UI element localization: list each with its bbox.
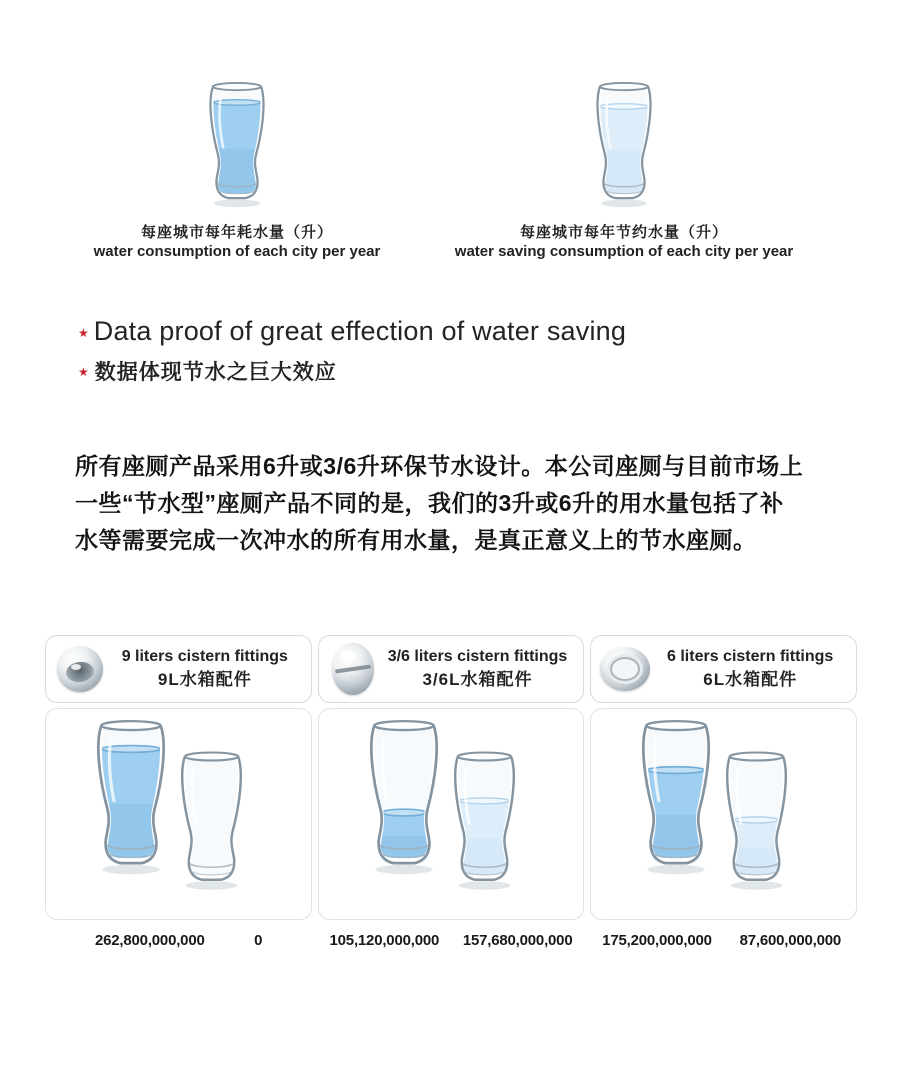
column-6l-title-zh: 6L水箱配件 xyxy=(703,670,798,690)
flush-button-9l-icon-center xyxy=(65,660,95,683)
consumption-caption-en: water consumption of each city per year xyxy=(93,243,381,260)
headline-title-en: Data proof of great effection of water saving xyxy=(93,316,627,346)
saving-glass-image xyxy=(581,78,667,211)
column-9l-header xyxy=(45,635,312,703)
consumption-value: 105,120,000,000 xyxy=(329,932,440,949)
column-36l-glasses-photo xyxy=(318,708,585,920)
red-star-icon: ★ xyxy=(78,365,90,379)
column-9l xyxy=(45,635,312,949)
column-36l-title-zh: 3/6L水箱配件 xyxy=(422,670,533,690)
column-36l-values xyxy=(318,932,585,949)
column-9l-title-zh: 9L水箱配件 xyxy=(157,670,252,690)
column-9l-title-en: 9 liters cistern fittings xyxy=(121,647,288,665)
column-36l xyxy=(318,635,585,949)
consumption-value: 175,200,000,000 xyxy=(602,932,712,949)
hero-consumption-figure xyxy=(57,78,417,260)
flush-button-9l-icon xyxy=(57,646,103,692)
description-paragraph xyxy=(75,448,865,559)
column-6l-values xyxy=(590,932,857,949)
saving-caption-zh: 每座城市每年节约水量（升） xyxy=(519,224,728,241)
column-6l-header xyxy=(590,635,857,703)
hero-saving-figure xyxy=(444,78,804,260)
flush-button-6l-icon-center xyxy=(610,657,640,681)
paragraph-line: 所有座厕产品采用6升或3/6升环保节水设计。本公司座厕与目前市场上 xyxy=(75,453,804,479)
flush-button-36l-icon-split xyxy=(335,665,371,674)
headline-subtitle-zh: 数据体现节水之巨大效应 xyxy=(94,361,337,384)
flush-button-36l-icon-glint xyxy=(340,651,356,660)
saving-glass xyxy=(437,747,532,894)
saving-glass xyxy=(709,747,804,894)
consumption-value: 262,800,000,000 xyxy=(95,932,205,949)
column-6l xyxy=(590,635,857,949)
saving-value: 87,600,000,000 xyxy=(739,932,842,949)
column-6l-title-en: 6 liters cistern fittings xyxy=(667,647,834,665)
column-6l-glasses-photo xyxy=(590,708,857,920)
consumption-glass-image xyxy=(194,78,280,211)
flush-button-6l-icon xyxy=(600,647,650,691)
saving-caption-en: water saving consumption of each city per year xyxy=(454,243,794,260)
column-36l-header xyxy=(318,635,585,703)
saving-glass xyxy=(164,747,259,894)
red-star-icon: ★ xyxy=(78,325,89,340)
column-9l-values xyxy=(45,932,312,949)
comparison-columns xyxy=(45,635,857,949)
column-36l-title-en: 3/6 liters cistern fittings xyxy=(387,647,568,665)
consumption-caption-zh: 每座城市每年耗水量（升） xyxy=(140,224,333,241)
paragraph-line: 水等需要完成一次冲水的所有用水量，是真正意义上的节水座厕。 xyxy=(75,527,757,553)
flush-button-9l-icon-glint xyxy=(71,664,81,670)
headline-block xyxy=(78,316,626,386)
column-9l-glasses-photo xyxy=(45,708,312,920)
flush-button-36l-icon xyxy=(332,643,374,695)
saving-value: 157,680,000,000 xyxy=(462,932,573,949)
paragraph-line: 一些“节水型”座厕产品不同的是，我们的3升或6升的用水量包括了补 xyxy=(75,490,784,516)
saving-value: 0 xyxy=(254,932,263,949)
